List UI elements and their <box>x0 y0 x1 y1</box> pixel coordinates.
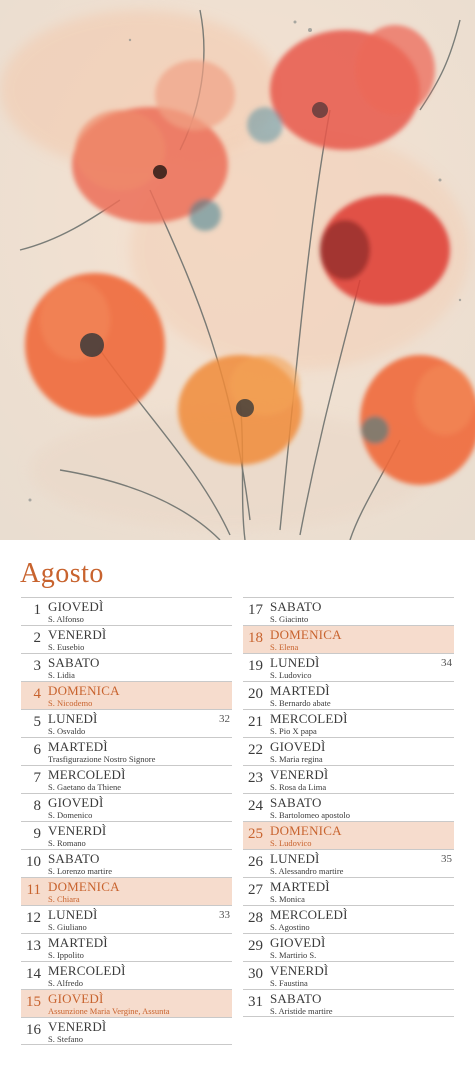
weekday-name: MERCOLEDÌ <box>270 711 348 726</box>
day-row <box>243 877 454 905</box>
day-row <box>21 681 232 709</box>
day-row <box>21 653 232 681</box>
weekday-name: MERCOLEDÌ <box>48 767 126 782</box>
day-number: 27 <box>248 882 263 898</box>
day-number: 17 <box>248 602 263 618</box>
day-number: 2 <box>33 630 41 646</box>
saint-name: S. Gaetano da Thiene <box>48 782 122 792</box>
saint-name: S. Chiara <box>48 894 80 904</box>
saint-name: S. Giacinto <box>270 614 309 624</box>
days-column-left <box>21 597 232 1045</box>
day-number: 30 <box>248 966 263 982</box>
month-title: Agosto <box>20 558 104 589</box>
day-number: 12 <box>26 910 41 926</box>
saint-name: S. Aristide martire <box>270 1006 333 1016</box>
saint-name: S. Alfredo <box>48 978 83 988</box>
day-number: 18 <box>248 630 263 646</box>
weekday-name: MARTEDÌ <box>270 879 330 894</box>
weekday-name: SABATO <box>270 599 322 614</box>
saint-name: S. Ippolito <box>48 950 84 960</box>
weekday-name: LUNEDÌ <box>270 655 320 670</box>
day-number: 21 <box>248 714 263 730</box>
day-number: 6 <box>33 742 41 758</box>
day-row <box>21 793 232 821</box>
saint-name: S. Maria regina <box>270 754 323 764</box>
saint-name: S. Rosa da Lima <box>270 782 327 792</box>
saint-name: S. Stefano <box>48 1034 83 1044</box>
day-row <box>243 709 454 737</box>
day-row <box>21 625 232 653</box>
day-number: 4 <box>33 686 41 702</box>
day-number: 24 <box>248 798 263 814</box>
day-row <box>21 597 232 625</box>
week-number: 33 <box>219 909 230 921</box>
saint-name: S. Alfonso <box>48 614 84 624</box>
day-row <box>243 989 454 1017</box>
saint-name: S. Ludovico <box>270 670 312 680</box>
weekday-name: GIOVEDÌ <box>48 599 104 614</box>
day-row <box>243 961 454 989</box>
day-number: 26 <box>248 854 263 870</box>
day-row <box>21 765 232 793</box>
day-number: 7 <box>33 770 41 786</box>
saint-name: S. Alessandro martire <box>270 866 344 876</box>
day-number: 28 <box>248 910 263 926</box>
day-number: 9 <box>33 826 41 842</box>
day-row <box>243 821 454 849</box>
saint-name: S. Elena <box>270 642 299 652</box>
week-number: 32 <box>219 713 230 725</box>
weekday-name: GIOVEDÌ <box>48 991 104 1006</box>
day-number: 11 <box>26 882 41 898</box>
weekday-name: SABATO <box>270 991 322 1006</box>
day-row <box>243 653 454 681</box>
week-number: 35 <box>441 853 452 865</box>
day-row <box>243 849 454 877</box>
weekday-name: MARTEDÌ <box>48 739 108 754</box>
weekday-name: LUNEDÌ <box>48 711 98 726</box>
day-row <box>21 933 232 961</box>
day-row <box>243 681 454 709</box>
saint-name: S. Pio X papa <box>270 726 317 736</box>
day-number: 13 <box>26 938 41 954</box>
saint-name: S. Martirio S. <box>270 950 317 960</box>
saint-name: S. Bartolomeo apostolo <box>270 810 351 820</box>
day-row <box>21 821 232 849</box>
day-number: 14 <box>26 966 41 982</box>
day-number: 16 <box>26 1022 41 1038</box>
day-number: 23 <box>248 770 263 786</box>
day-row <box>21 905 232 933</box>
weekday-name: GIOVEDÌ <box>270 935 326 950</box>
weekday-name: MARTEDÌ <box>270 683 330 698</box>
day-row <box>21 989 232 1017</box>
saint-name: S. Faustina <box>270 978 308 988</box>
week-number: 34 <box>441 657 452 669</box>
day-row <box>243 905 454 933</box>
saint-name: S. Agostino <box>270 922 310 932</box>
day-row <box>21 709 232 737</box>
saint-name: S. Eusebio <box>48 642 85 652</box>
weekday-name: VENERDÌ <box>48 627 107 642</box>
day-number: 22 <box>248 742 263 758</box>
saint-name: S. Giuliano <box>48 922 87 932</box>
saint-name: Trasfigurazione Nostro Signore <box>48 754 156 764</box>
saint-name: S. Romano <box>48 838 86 848</box>
weekday-name: DOMENICA <box>270 627 342 642</box>
day-number: 3 <box>33 658 41 674</box>
weekday-name: VENERDÌ <box>270 963 329 978</box>
weekday-name: VENERDÌ <box>270 767 329 782</box>
saint-name: S. Monica <box>270 894 305 904</box>
saint-name: S. Lidia <box>48 670 75 680</box>
day-row <box>243 933 454 961</box>
day-number: 29 <box>248 938 263 954</box>
day-number: 19 <box>248 658 263 674</box>
weekday-name: VENERDÌ <box>48 1019 107 1034</box>
weekday-name: SABATO <box>48 851 100 866</box>
saint-name: S. Osvaldo <box>48 726 86 736</box>
day-row <box>243 793 454 821</box>
weekday-name: SABATO <box>270 795 322 810</box>
saint-name: S. Domenico <box>48 810 93 820</box>
day-row <box>21 737 232 765</box>
weekday-name: SABATO <box>48 655 100 670</box>
day-row <box>21 849 232 877</box>
day-number: 15 <box>26 994 41 1010</box>
day-row <box>21 877 232 905</box>
day-row <box>243 597 454 625</box>
saint-name: Assunzione Maria Vergine, Assunta <box>48 1006 170 1016</box>
weekday-name: MERCOLEDÌ <box>48 963 126 978</box>
day-row <box>243 765 454 793</box>
day-row <box>21 961 232 989</box>
day-number: 10 <box>26 854 41 870</box>
saint-name: S. Lorenzo martire <box>48 866 112 876</box>
saint-name: S. Nicodemo <box>48 698 93 708</box>
day-row <box>243 625 454 653</box>
weekday-name: DOMENICA <box>48 879 120 894</box>
day-row <box>21 1017 232 1045</box>
weekday-name: DOMENICA <box>48 683 120 698</box>
day-number: 5 <box>33 714 41 730</box>
days-column-right <box>243 597 454 1017</box>
weekday-name: GIOVEDÌ <box>270 739 326 754</box>
day-number: 8 <box>33 798 41 814</box>
day-number: 20 <box>248 686 263 702</box>
weekday-name: VENERDÌ <box>48 823 107 838</box>
weekday-name: MARTEDÌ <box>48 935 108 950</box>
day-row <box>243 737 454 765</box>
weekday-name: DOMENICA <box>270 823 342 838</box>
weekday-name: GIOVEDÌ <box>48 795 104 810</box>
day-number: 25 <box>248 826 263 842</box>
weekday-name: LUNEDÌ <box>270 851 320 866</box>
weekday-name: MERCOLEDÌ <box>270 907 348 922</box>
saint-name: S. Bernardo abate <box>270 698 331 708</box>
saint-name: S. Ludovico <box>270 838 312 848</box>
weekday-name: LUNEDÌ <box>48 907 98 922</box>
day-number: 1 <box>33 602 41 618</box>
day-number: 31 <box>248 994 263 1010</box>
